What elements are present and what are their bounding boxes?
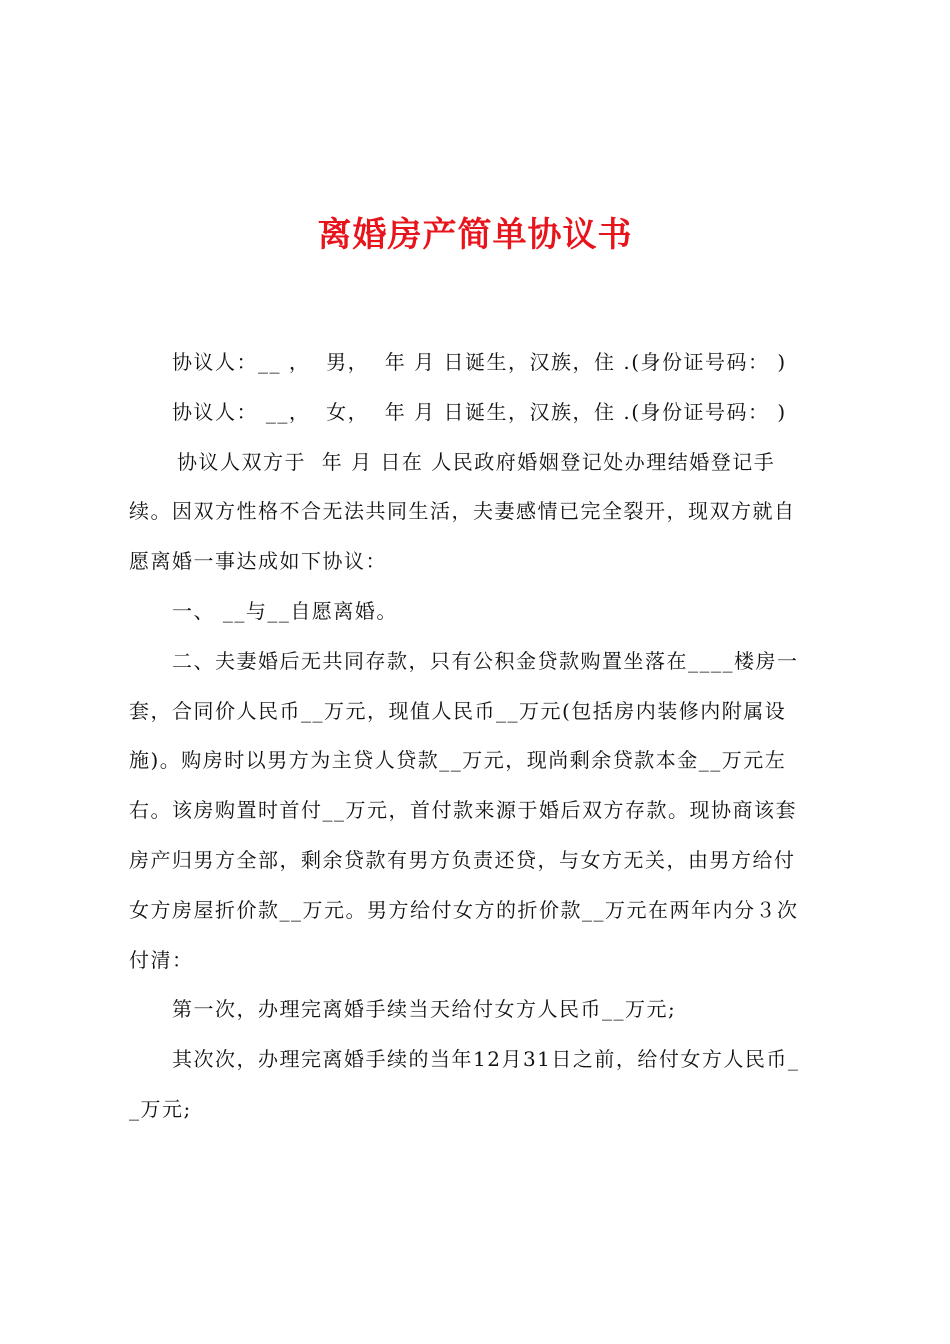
paragraph-line: 套，合同价人民币__万元，现值人民币__万元(包括房内装修内附属设 (129, 698, 787, 723)
document-body (129, 338, 829, 1135)
paragraph-line: 付清： (129, 947, 194, 972)
paragraph-line: 其次次，办理完离婚手续的当年12月31日之前，给付女方人民币_ (172, 1047, 800, 1072)
paragraph-line: 续。因双方性格不合无法共同生活，夫妻感情已完全裂开，现双方就自 (129, 499, 796, 524)
paragraph-line: 女方房屋折价款__万元。男方给付女方的折价款__万元在两年内分３次 (129, 897, 799, 922)
paragraph-line: 一、 __与__自愿离婚。 (172, 598, 398, 623)
paragraph-line: 愿离婚一事达成如下协议： (129, 549, 387, 574)
paragraph-line: 协议人：__ ， 男， 年 月 日诞生，汉族，住 .(身份证号码： ) (172, 350, 787, 374)
paragraph-line: 协议人： __， 女， 年 月 日诞生，汉族，住 .(身份证号码： ) (172, 399, 787, 424)
paragraph-line: 第一次，办理完离婚手续当天给付女方人民币__万元; (172, 997, 677, 1022)
paragraph-line: _万元; (129, 1096, 192, 1121)
paragraph-line: 二、夫妻婚后无共同存款，只有公积金贷款购置坐落在____楼房一 (172, 648, 799, 673)
paragraph-line: 房产归男方全部，剩余贷款有男方负责还贷，与女方无关，由男方给付 (129, 847, 796, 872)
paragraph-line: 右。该房购置时首付__万元，首付款来源于婚后双方存款。现协商该套 (129, 798, 797, 823)
paragraph-line: 施)。购房时以男方为主贷人贷款__万元，现尚剩余贷款本金__万元左 (129, 748, 787, 773)
document-title: 离婚房产简单协议书 (317, 215, 633, 255)
paragraph-line: 协议人双方于 年 月 日在 人民政府婚姻登记处办理结婚登记手 (177, 449, 776, 474)
